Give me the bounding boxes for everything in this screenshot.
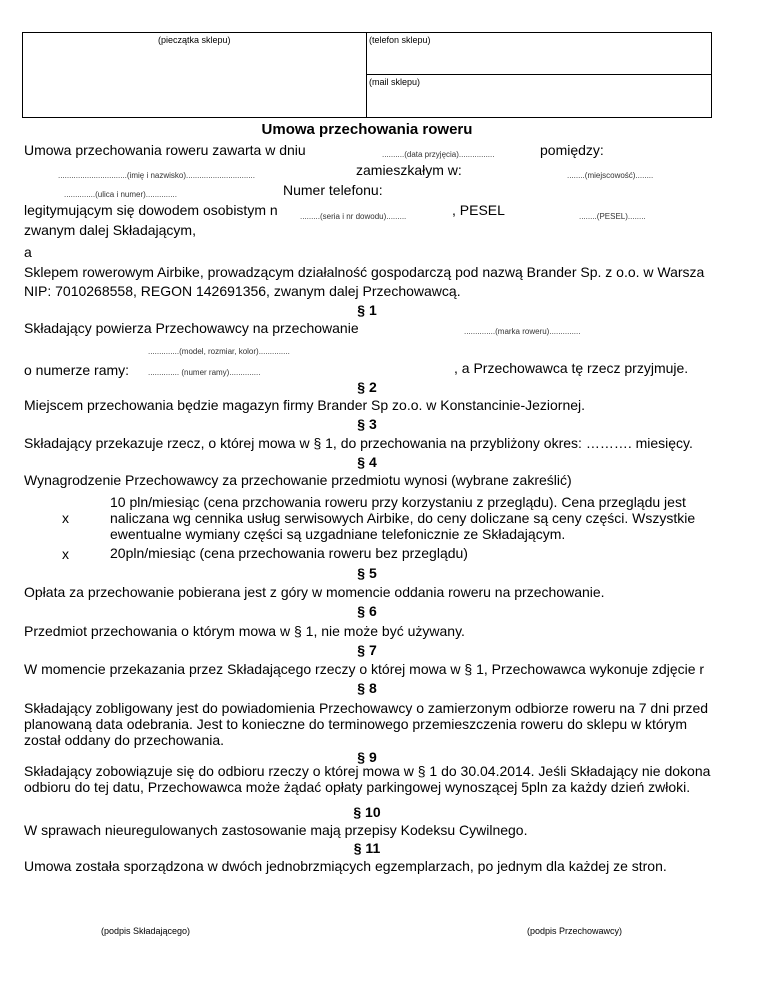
option-1-text: 10 pln/miesiąc (cena przchowania roweru przy korzystaniu z przeglądu). Cena przeglądu jest naliczana wg cennika usług serwisowych Airbike, do ceny doliczane są ceny części. Wszystkie ewentualne wymiany części są uzgadniane telefonicznie ze Składającym. [110, 494, 696, 542]
shop-description: Sklepem rowerowym Airbike, prowadzącym działalność gospodarczą pod nazwą Brander Sp. z o.o. w Warsza [24, 264, 705, 280]
section-3-text: Składający przekazuje rzecz, o której mowa w § 1, do przechowania na przybliżony okres: ………. miesięcy. [24, 435, 693, 451]
section-6-text: Przedmiot przechowania o którym mowa w § 1, nie może być używany. [24, 623, 465, 639]
id-document-text: legitymującym się dowodem osobistym n [24, 202, 278, 218]
client-signature-label: (podpis Składającego) [101, 926, 191, 936]
name-hint: ...............................(imię i nazwisko)............................... [58, 171, 255, 180]
section-7-text: W momencie przekazania przez Składającego rzeczy o której mowa w § 1, Przechowawca wykonuje zdjęcie r [24, 661, 705, 677]
section-9-text: Składający zobowiązuje się do odbioru rzeczy o której mowa w § 1 do 30.04.2014. Jeśli Składający nie dokona odbioru do tej datu, Przechowawca może żądać opłaty parkingowej wynoszącej 5pln za każdy dzień zwłoki. [24, 763, 711, 795]
section-3-heading: § 3 [357, 416, 377, 432]
section-8-heading: § 8 [357, 680, 377, 696]
option-1-mark: x [62, 510, 69, 526]
between-label: pomiędzy: [540, 142, 604, 158]
stamp-label: (pieczątka sklepu) [158, 35, 231, 45]
bike-brand-hint: ..............(marka roweru).............. [464, 327, 581, 336]
section-9-heading: § 9 [357, 749, 377, 765]
pesel-label: , PESEL [452, 202, 505, 218]
section-1-text: Składający powierza Przechowawcy na przechowanie [24, 320, 359, 336]
section-6-heading: § 6 [357, 603, 377, 619]
section-10-heading: § 10 [353, 804, 381, 820]
option-2-mark: x [62, 546, 69, 562]
street-hint: ..............(ulica i numer).............. [64, 190, 177, 199]
frame-number-label: o numerze ramy: [24, 362, 130, 378]
city-hint: ........(miejscowość)........ [567, 171, 654, 180]
client-alias: zwanym dalej Składającym, [24, 222, 196, 238]
bike-model-hint: ..............(model, rozmiar, kolor).............. [148, 347, 290, 356]
section-2-text: Miejscem przechowania będzie magazyn firmy Brander Sp zo.o. w Konstancinie-Jeziornej. [24, 397, 586, 413]
shop-tax-ids: NIP: 7010268558, REGON 142691356, zwanym dalej Przechowawcą. [24, 283, 461, 299]
section-2-heading: § 2 [357, 379, 377, 395]
date-hint: ..........(data przyjęcia)................ [382, 150, 495, 159]
frame-number-hint: .............. (numer ramy).............. [148, 368, 261, 377]
option-2-text: 20pln/miesiąc (cena przechowania roweru bez przeglądu) [110, 545, 468, 561]
section-5-heading: § 5 [357, 565, 377, 581]
phone-label: (telefon sklepu) [369, 35, 431, 45]
section-1-heading: § 1 [357, 302, 377, 318]
accept-clause: , a Przechowawca tę rzecz przyjmuje. [454, 360, 689, 376]
header-divider-horizontal [366, 74, 711, 75]
header-divider-vertical [366, 33, 367, 117]
section-11-text: Umowa została sporządzona w dwóch jednobrzmiących egzemplarzach, po jednym dla każdej ze stron. [24, 858, 667, 874]
section-8-text: Składający zobligowany jest do powiadomienia Przechowawcy o zamierzonym odbiorze roweru na 7 dni przed planowaną data odebrania. Jest to konieczne do terminowego przemieszczenia roweru do sklepu w którym został oddany do przechowania. [24, 700, 709, 748]
section-5-text: Opłata za przechowanie pobierana jest z góry w momencie oddania roweru na przechowanie. [24, 584, 605, 600]
agreement-intro: Umowa przechowania roweru zawarta w dniu [24, 142, 306, 158]
section-4-text: Wynagrodzenie Przechowawcy za przechowanie przedmiotu wynosi (wybrane zakreślić) [24, 472, 572, 488]
and-word: a [24, 244, 32, 260]
header-box [22, 32, 712, 118]
phone-number-label: Numer telefonu: [283, 182, 383, 198]
page-title: Umowa przechowania roweru [261, 121, 473, 138]
keeper-signature-label: (podpis Przechowawcy) [527, 926, 623, 936]
resident-label: zamieszkałym w: [356, 162, 462, 178]
mail-label: (mail sklepu) [369, 77, 421, 87]
section-7-heading: § 7 [357, 642, 377, 658]
section-11-heading: § 11 [353, 840, 381, 856]
pesel-hint: ........(PESEL)........ [579, 212, 646, 221]
section-10-text: W sprawach nieuregulowanych zastosowanie mają przepisy Kodeksu Cywilnego. [24, 822, 528, 838]
id-number-hint: .........(seria i nr dowodu)......... [300, 212, 407, 221]
section-4-heading: § 4 [357, 454, 377, 470]
